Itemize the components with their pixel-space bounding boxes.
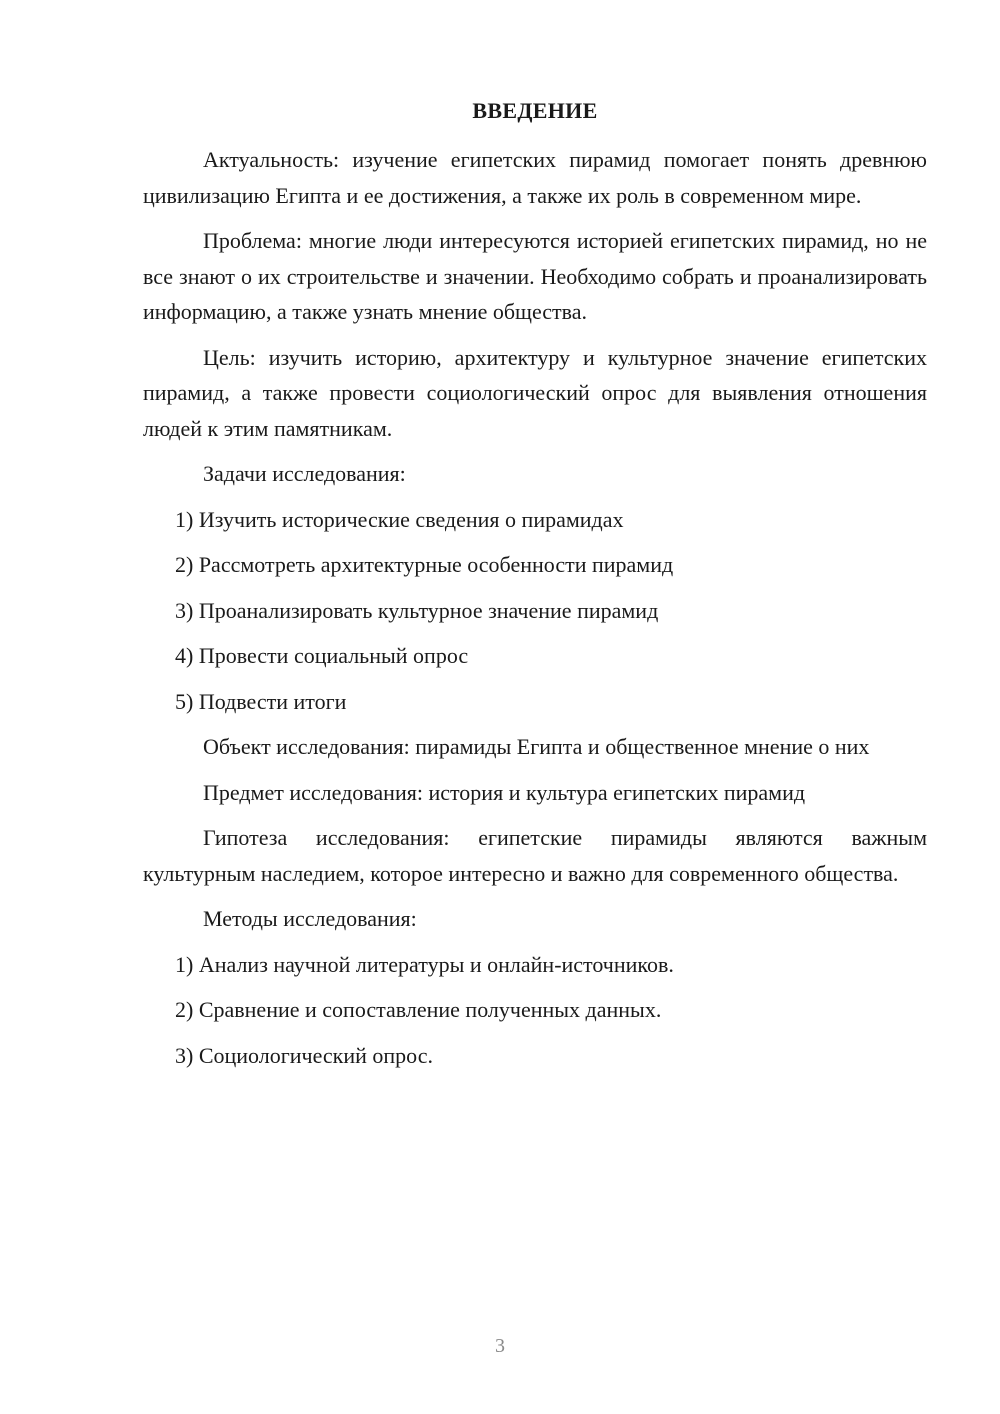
problem-paragraph: Проблема: многие люди интересуются историей египетских пирамид, но не все знают о их строительстве и значении. Необходимо собрать и проанализировать информацию, а также узнать мнение общества. [143, 228, 927, 324]
method-item: 2) Сравнение и сопоставление полученных данных. [175, 997, 662, 1022]
section-heading: ВВЕДЕНИЕ [472, 98, 598, 123]
object-paragraph: Объект исследования: пирамиды Египта и общественное мнение о них [203, 734, 870, 759]
document-page [143, 0, 927, 1414]
method-item: 3) Социологический опрос. [175, 1042, 433, 1068]
task-item: 1) Изучить исторические сведения о пирамидах [175, 506, 624, 532]
methods-title: Методы исследования: [203, 906, 417, 931]
task-item: 2) Рассмотреть архитектурные особенности пирамид [175, 552, 674, 577]
method-item: 1) Анализ научной литературы и онлайн-источников. [175, 951, 674, 977]
relevance-paragraph: Актуальность: изучение египетских пирамид помогает понять древнюю цивилизацию Египта и ее достижения, а также их роль в современном мире. [143, 147, 927, 208]
task-item: 3) Проанализировать культурное значение пирамид [175, 597, 659, 623]
task-item: 5) Подвести итоги [175, 688, 347, 714]
goal-paragraph: Цель: изучить историю, архитектуру и культурное значение египетских пирамид, а также провести социологический опрос для выявления отношения людей к этим памятникам. [143, 344, 927, 441]
tasks-title: Задачи исследования: [203, 461, 406, 486]
tasks-list [143, 502, 927, 720]
hypothesis-paragraph: Гипотеза исследования: египетские пирамиды являются важным культурным наследием, которое интересно и важно для современного общества. [143, 825, 927, 886]
page-number: 3 [495, 1335, 505, 1357]
subject-paragraph: Предмет исследования: история и культура египетских пирамид [203, 779, 806, 805]
task-item: 4) Провести социальный опрос [175, 643, 469, 668]
methods-list [143, 947, 927, 1074]
document-body [143, 142, 927, 1083]
